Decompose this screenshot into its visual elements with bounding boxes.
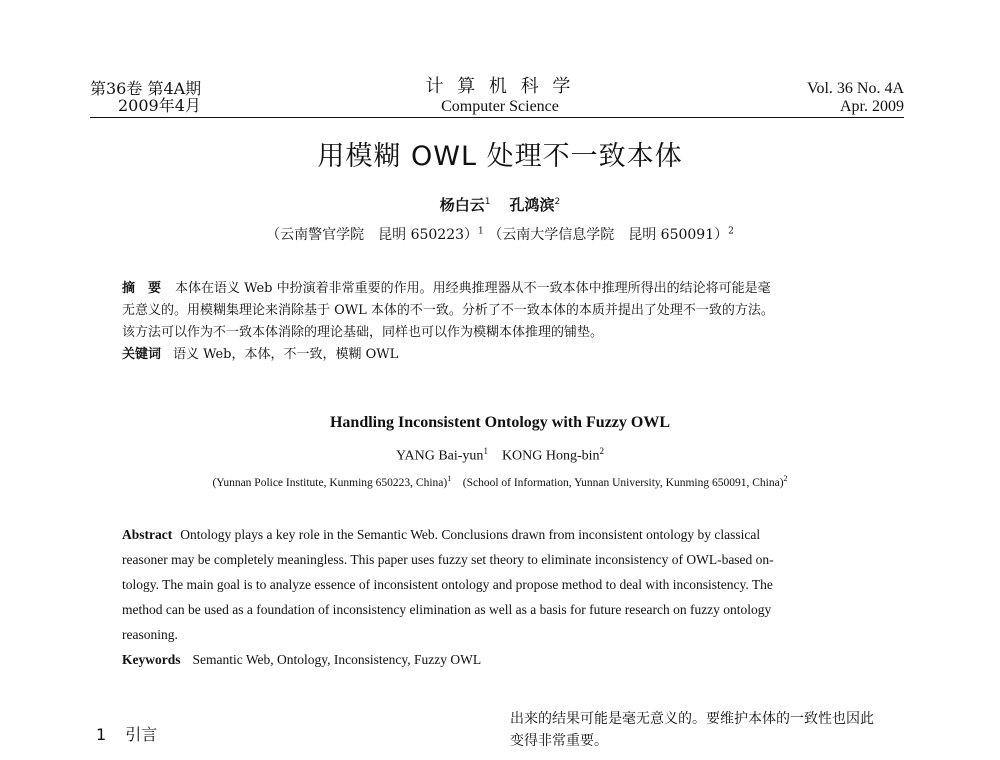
author1-cn: 杨白云 [439,196,485,214]
affiliations-cn [0,224,1000,244]
right-column-line1: 出来的结果可能是毫无意义的。要维护本体的一致性也因此 [510,711,874,727]
section1-heading [96,722,157,745]
affiliation2-en-sup: 2 [783,474,788,483]
authors-cn [0,194,1000,215]
authors-en [0,446,1000,465]
header-date-en: Apr. 2009 [840,98,904,115]
affiliation1-cn-sup: 1 [478,226,484,237]
title-en: Handling Inconsistent Ontology with Fuzzy OWL [329,414,671,431]
author2-cn: 孔鸿滨 [509,196,555,214]
section1-number: 1 [96,725,107,744]
affiliation1-en-sup: 1 [447,474,452,483]
author1-cn-sup: 1 [484,197,491,207]
header-date-cn: 2009年4月 [118,96,201,115]
header-vol-en: Vol. 36 No. 4A [806,80,904,97]
header-volume-issue: 第36卷 第4A期 [90,79,202,98]
abstract-en-line4: method can be used as a foundation of inconsistency elimination as well as a basis for future research on fuzzy ontology [122,602,772,617]
abstract-en-line2: reasoner may be completely meaningless. This paper uses fuzzy set theory to eliminate inconsistency of OWL-based on- [122,552,774,567]
affiliations-en [0,474,1000,489]
affiliation2-en: (School of Information, Yunnan University, Kunming 650091, China) [462,476,784,489]
right-column-text [510,708,910,752]
keywords-en-text: Semantic Web, Ontology, Inconsistency, Fuzzy OWL [192,652,482,667]
section1-title: 引言 [125,725,158,744]
abstract-cn-line3: 该方法可以作为不一致本体消除的理论基础，同样也可以作为模糊本体推理的铺垫。 [122,325,604,340]
affiliation2-cn-sup: 2 [728,226,734,237]
abstract-en-line5: reasoning. [122,627,178,642]
author2-en-sup: 2 [599,446,605,456]
title-cn: 用模糊 OWL 处理不一致本体 [317,141,683,172]
affiliation1-en: (Yunnan Police Institute, Kunming 650223, China) [212,476,448,489]
abstract-en [122,522,912,672]
abstract-en-line3: tology. The main goal is to analyze essence of inconsistent ontology and propose method to deal with inconsistency. The [122,577,773,592]
abstract-cn-line1: 本体在语义 Web 中扮演着非常重要的作用。用经典推理器从不一致本体中推理所得出的结论将可能是毫 [175,281,771,296]
affiliation2-cn: （云南大学信息学院 昆明 650091） [488,227,729,243]
abstract-en-label: Abstract [122,527,173,542]
right-column-line2: 变得非常重要。 [510,733,608,749]
author2-cn-sup: 2 [554,197,561,207]
abstract-en-line1: Ontology plays a key role in the Semantic Web. Conclusions drawn from inconsistent ontology by classical [180,527,761,542]
header-rule [90,117,904,118]
keywords-cn-text: 语义 Web，本体，不一致，模糊 OWL [173,347,399,362]
keywords-en-label: Keywords [122,652,181,667]
abstract-cn-label: 摘 要 [122,281,162,296]
abstract-cn-line2: 无意义的。用模糊集理论来消除基于 OWL 本体的不一致。分析了不一致本体的本质并提出了处理不一致的方法。 [122,303,774,318]
author1-en-sup: 1 [483,446,488,456]
author1-en: YANG Bai-yun [395,448,484,464]
header-journal-en: Computer Science [441,98,559,115]
abstract-cn [122,278,912,366]
header-journal-cn: 计 算 机 科 学 [425,76,575,97]
author2-en: KONG Hong-bin [501,448,600,464]
keywords-cn-label: 关键词 [122,347,162,362]
affiliation1-cn: （云南警官学院 昆明 650223） [266,227,479,243]
